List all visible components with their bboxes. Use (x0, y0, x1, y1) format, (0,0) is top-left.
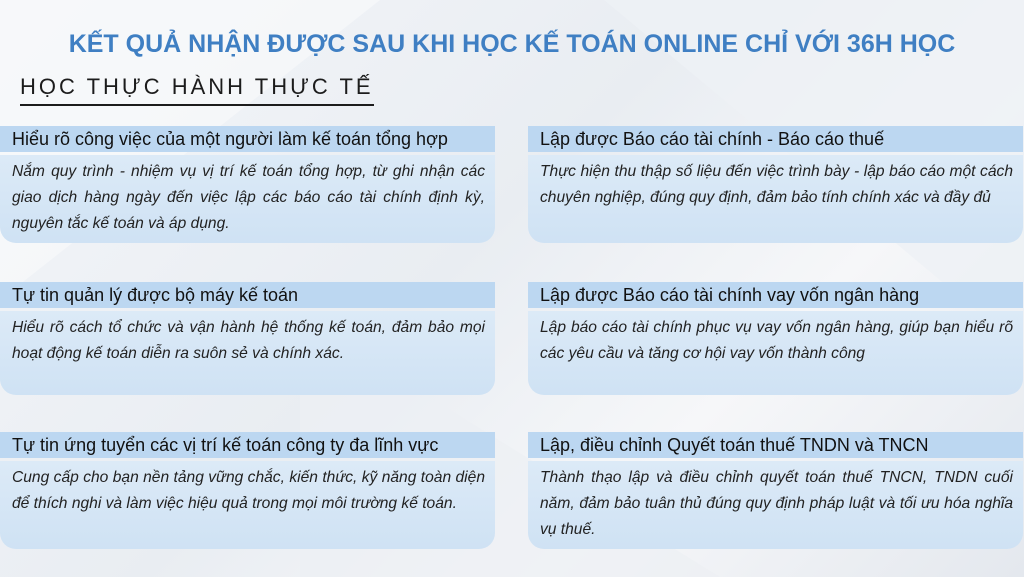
card-description: Thành thạo lập và điều chỉnh quyết toán thuế TNCN, TNDN cuối năm, đảm bảo tuân thủ đúng quy định pháp luật và tối ưu hóa nghĩa vụ thuế. (528, 461, 1023, 549)
result-card (528, 126, 1023, 243)
card-description: Nắm quy trình - nhiệm vụ vị trí kế toán tổng hợp, từ ghi nhận các giao dịch hàng ngày đến việc lập các báo cáo tài chính định kỳ, nguyên tắc kế toán và áp dụng. (0, 155, 495, 243)
card-heading: Tự tin quản lý được bộ máy kế toán (0, 282, 495, 308)
page-title: KẾT QUẢ NHẬN ĐƯỢC SAU KHI HỌC KẾ TOÁN ONLINE CHỈ VỚI 36H HỌC (68, 30, 956, 58)
result-card (0, 432, 495, 549)
card-description: Thực hiện thu thập số liệu đến việc trình bày - lập báo cáo một cách chuyên nghiệp, đúng quy định, đảm bảo tính chính xác và đầy đủ (528, 155, 1023, 243)
card-heading: Lập được Báo cáo tài chính vay vốn ngân hàng (528, 282, 1023, 308)
card-description: Hiểu rõ cách tổ chức và vận hành hệ thống kế toán, đảm bảo mọi hoạt động kế toán diễn ra suôn sẻ và chính xác. (0, 311, 495, 395)
result-card (528, 432, 1023, 549)
card-description: Lập báo cáo tài chính phục vụ vay vốn ngân hàng, giúp bạn hiểu rõ các yêu cầu và tăng cơ hội vay vốn thành công (528, 311, 1023, 395)
card-heading: Hiểu rõ công việc của một người làm kế toán tổng hợp (0, 126, 495, 152)
card-heading: Lập được Báo cáo tài chính - Báo cáo thuế (528, 126, 1023, 152)
result-card (528, 282, 1023, 395)
card-heading: Tự tin ứng tuyển các vị trí kế toán công ty đa lĩnh vực (0, 432, 495, 458)
section-subtitle: HỌC THỰC HÀNH THỰC TẾ (20, 74, 374, 106)
result-card (0, 282, 495, 395)
result-card (0, 126, 495, 243)
card-description: Cung cấp cho bạn nền tảng vững chắc, kiến thức, kỹ năng toàn diện để thích nghi và làm việc hiệu quả trong mọi môi trường kế toán. (0, 461, 495, 549)
card-heading: Lập, điều chỉnh Quyết toán thuế TNDN và TNCN (528, 432, 1023, 458)
